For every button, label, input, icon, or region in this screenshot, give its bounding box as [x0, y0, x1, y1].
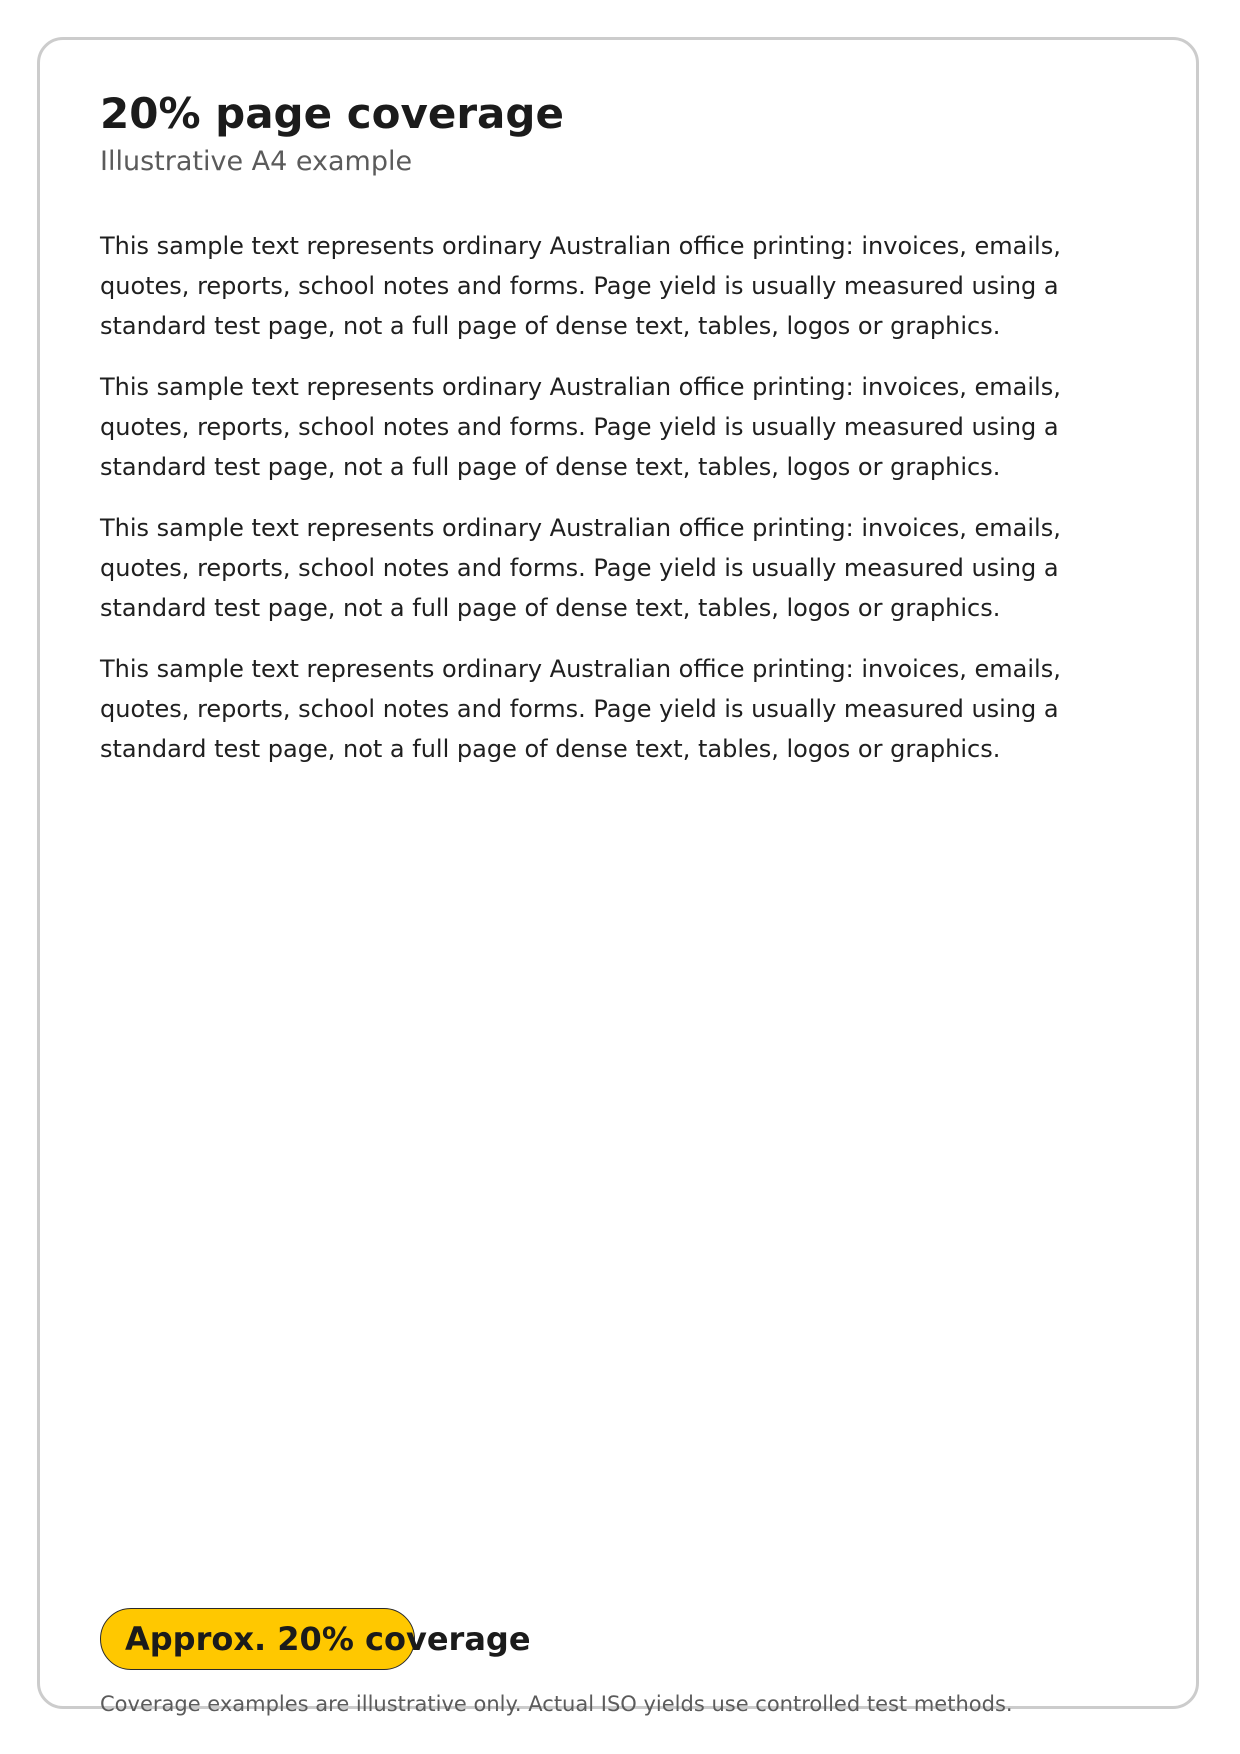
- paragraph: This sample text represents ordinary Australian office printing: invoices, emails, quotes, reports, school notes and forms. Page yield is usually measured using a standard test page, not a full page of dense text, tables, logos or graphics.: [100, 232, 1061, 340]
- page-subtitle: Illustrative A4 example: [100, 146, 413, 177]
- paragraph: This sample text represents ordinary Australian office printing: invoices, emails, quotes, reports, school notes and forms. Page yield is usually measured using a standard test page, not a full page of dense text, tables, logos or graphics.: [100, 655, 1061, 763]
- paragraph: This sample text represents ordinary Australian office printing: invoices, emails, quotes, reports, school notes and forms. Page yield is usually measured using a standard test page, not a full page of dense text, tables, logos or graphics.: [100, 373, 1061, 481]
- paragraph: This sample text represents ordinary Australian office printing: invoices, emails, quotes, reports, school notes and forms. Page yield is usually measured using a standard test page, not a full page of dense text, tables, logos or graphics.: [100, 514, 1061, 622]
- body-text: [100, 226, 1140, 790]
- coverage-badge-label: Approx. 20% coverage: [125, 1620, 531, 1658]
- page-title: 20% page coverage: [100, 89, 564, 138]
- footnote: Coverage examples are illustrative only. Actual ISO yields use controlled test methods.: [100, 1692, 1013, 1716]
